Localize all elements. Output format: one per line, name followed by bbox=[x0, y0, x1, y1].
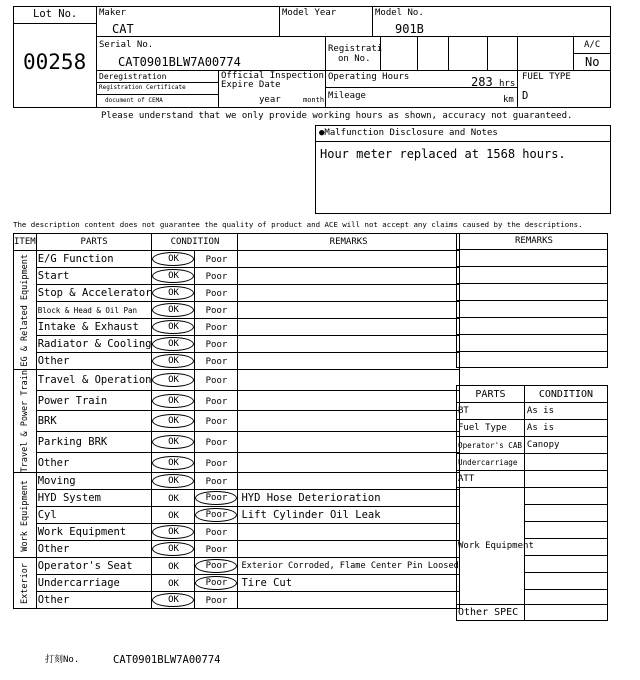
remark bbox=[238, 353, 459, 370]
cema-document-label: document of CEMA bbox=[105, 97, 163, 104]
right-condition-header: CONDITION bbox=[524, 386, 607, 403]
part-name: Other bbox=[36, 541, 152, 558]
group-label-text: Exterior bbox=[19, 562, 30, 604]
ok-circled: OK bbox=[152, 373, 194, 387]
right-parts-header: PARTS bbox=[457, 386, 525, 403]
table-row bbox=[14, 411, 460, 432]
ok-circled: OK bbox=[152, 456, 194, 470]
remark: HYD Hose Deterioration bbox=[238, 490, 459, 507]
group-label bbox=[14, 558, 37, 609]
poor-option: Poor bbox=[205, 323, 228, 333]
group-label bbox=[14, 370, 37, 473]
table-row bbox=[14, 251, 460, 268]
poor-option: Poor bbox=[205, 437, 228, 448]
condition-ok-cell bbox=[152, 558, 195, 575]
part-name: Other bbox=[36, 353, 152, 370]
col-item-header: ITEM bbox=[14, 234, 37, 251]
poor-option: Poor bbox=[205, 596, 228, 607]
condition-ok-cell bbox=[152, 432, 195, 453]
part-name: Work Equipment bbox=[36, 524, 152, 541]
condition-poor-cell bbox=[195, 524, 238, 541]
table-row bbox=[14, 558, 460, 575]
part-name: Other bbox=[36, 452, 152, 473]
poor-option: Poor bbox=[205, 458, 228, 469]
condition-poor-cell bbox=[195, 390, 238, 411]
table-row bbox=[14, 285, 460, 302]
right-remarks-label: REMARKS bbox=[515, 236, 553, 246]
operating-hours-value: 283 bbox=[471, 75, 493, 89]
condition-poor-cell bbox=[195, 285, 238, 302]
condition-ok-cell bbox=[152, 370, 195, 391]
ac-label: A/C bbox=[584, 40, 601, 50]
ok-circled: OK bbox=[152, 320, 194, 334]
condition-ok-cell bbox=[152, 541, 195, 558]
table-row bbox=[14, 302, 460, 319]
condition-poor-cell bbox=[195, 302, 238, 319]
hrs-label: hrs bbox=[499, 79, 516, 89]
ok-option: OK bbox=[168, 562, 179, 573]
condition-ok-cell bbox=[152, 251, 195, 268]
condition-ok-cell bbox=[152, 524, 195, 541]
ok-option: OK bbox=[168, 511, 179, 522]
remark bbox=[238, 336, 459, 353]
ok-circled: OK bbox=[152, 525, 194, 539]
condition-ok-cell bbox=[152, 592, 195, 609]
ok-circled: OK bbox=[152, 542, 194, 556]
condition-poor-cell bbox=[195, 490, 238, 507]
poor-option: Poor bbox=[205, 255, 228, 265]
table-row bbox=[14, 524, 460, 541]
group-label-text: Work Equipment bbox=[19, 479, 30, 552]
right-other-spec-label: Other SPEC bbox=[458, 607, 519, 618]
remark bbox=[238, 302, 459, 319]
right-part-condition bbox=[524, 454, 607, 471]
condition-poor-cell bbox=[195, 507, 238, 524]
table-row bbox=[14, 370, 460, 391]
registration-label-2: on No. bbox=[338, 54, 371, 64]
condition-ok-cell bbox=[152, 302, 195, 319]
poor-option: Poor bbox=[205, 528, 228, 539]
right-part-name: BT bbox=[457, 403, 525, 420]
remark bbox=[238, 390, 459, 411]
inspection-table bbox=[13, 233, 460, 609]
poor-option: Poor bbox=[205, 272, 228, 282]
malfunction-title: ●Malfunction Disclosure and Notes bbox=[319, 128, 498, 138]
part-name: Other bbox=[36, 592, 152, 609]
right-part-name: Fuel Type bbox=[457, 420, 525, 437]
ok-circled: OK bbox=[152, 286, 194, 300]
part-name: Undercarriage bbox=[36, 575, 152, 592]
remark: Tire Cut bbox=[238, 575, 459, 592]
remark: Lift Cylinder Oil Leak bbox=[238, 507, 459, 524]
right-part-name: Operator's CAB bbox=[457, 437, 525, 454]
month-label: month bbox=[303, 96, 325, 104]
right-part-condition: As is bbox=[524, 403, 607, 420]
right-part-name: ATT bbox=[457, 471, 525, 488]
right-part-condition: Canopy bbox=[524, 437, 607, 454]
col-condition-header: CONDITION bbox=[152, 234, 238, 251]
ac-value: No bbox=[585, 55, 600, 69]
col-parts-header: PARTS bbox=[36, 234, 152, 251]
deregistration-label: Deregistration bbox=[99, 72, 167, 81]
registration-certificate-label: Registration Certificate bbox=[99, 84, 186, 91]
part-name: BRK bbox=[36, 411, 152, 432]
right-part-name: Undercarriage bbox=[457, 454, 525, 471]
fuel-type-value: D bbox=[522, 90, 529, 102]
ok-circled: OK bbox=[152, 394, 194, 408]
ok-circled: OK bbox=[152, 354, 194, 368]
ok-circled: OK bbox=[152, 593, 194, 607]
poor-option: Poor bbox=[205, 306, 228, 316]
part-name: Moving bbox=[36, 473, 152, 490]
malfunction-box bbox=[315, 125, 611, 214]
part-name: Operator's Seat bbox=[36, 558, 152, 575]
maker-label: Maker bbox=[99, 8, 127, 18]
table-row bbox=[14, 353, 460, 370]
condition-poor-cell bbox=[195, 268, 238, 285]
condition-ok-cell bbox=[152, 507, 195, 524]
ok-circled: OK bbox=[152, 252, 194, 266]
remark bbox=[238, 370, 459, 391]
poor-option: Poor bbox=[205, 417, 228, 428]
condition-poor-cell bbox=[195, 411, 238, 432]
poor-option: Poor bbox=[205, 396, 228, 407]
poor-circled: Poor bbox=[195, 491, 237, 505]
condition-poor-cell bbox=[195, 541, 238, 558]
poor-circled: Poor bbox=[195, 576, 237, 590]
fuel-type-label: FUEL TYPE bbox=[522, 72, 571, 82]
serial-label: Serial No. bbox=[99, 40, 154, 50]
lot-label: Lot No. bbox=[33, 8, 78, 20]
lot-value: 00258 bbox=[23, 50, 87, 74]
table-row bbox=[14, 473, 460, 490]
part-name: E/G Function bbox=[36, 251, 152, 268]
ok-circled: OK bbox=[152, 303, 194, 317]
ok-circled: OK bbox=[152, 435, 194, 449]
condition-ok-cell bbox=[152, 285, 195, 302]
table-row bbox=[14, 541, 460, 558]
stamp-value: CAT0901BLW7A00774 bbox=[113, 654, 221, 666]
remark bbox=[238, 319, 459, 336]
condition-poor-cell bbox=[195, 558, 238, 575]
part-name: Travel & Operation bbox=[36, 370, 152, 391]
condition-ok-cell bbox=[152, 452, 195, 473]
remark bbox=[238, 524, 459, 541]
model-no-label: Model No. bbox=[375, 8, 424, 18]
poor-option: Poor bbox=[205, 477, 228, 488]
mileage-label: Mileage bbox=[328, 91, 366, 101]
remark bbox=[238, 473, 459, 490]
condition-ok-cell bbox=[152, 411, 195, 432]
table-row bbox=[14, 452, 460, 473]
part-name: Power Train bbox=[36, 390, 152, 411]
right-table-row bbox=[457, 454, 608, 471]
condition-ok-cell bbox=[152, 490, 195, 507]
hours-notice: Please understand that we only provide working hours as shown, accuracy not guaranteed. bbox=[101, 111, 573, 121]
poor-option: Poor bbox=[205, 289, 228, 299]
group-label bbox=[14, 251, 37, 370]
condition-ok-cell bbox=[152, 319, 195, 336]
table-row bbox=[14, 507, 460, 524]
remark bbox=[238, 285, 459, 302]
table-row bbox=[14, 390, 460, 411]
expire-date-label: Expire Date bbox=[221, 80, 281, 90]
disclaimer: The description content does not guarantee the quality of product and ACE will not accept any claims caused by the descriptions. bbox=[13, 220, 583, 229]
remark bbox=[238, 541, 459, 558]
part-name: Block & Head & Oil Pan bbox=[36, 302, 152, 319]
remark bbox=[238, 251, 459, 268]
part-name: Stop & Accelerator bbox=[36, 285, 152, 302]
table-row bbox=[14, 575, 460, 592]
model-no-value: 901B bbox=[395, 22, 424, 36]
malfunction-text: Hour meter replaced at 1568 hours. bbox=[320, 147, 566, 161]
condition-poor-cell bbox=[195, 473, 238, 490]
maker-value: CAT bbox=[112, 22, 134, 36]
part-name: Intake & Exhaust bbox=[36, 319, 152, 336]
condition-poor-cell bbox=[195, 370, 238, 391]
poor-option: Poor bbox=[205, 357, 228, 367]
condition-ok-cell bbox=[152, 575, 195, 592]
part-name: HYD System bbox=[36, 490, 152, 507]
table-row bbox=[14, 490, 460, 507]
km-label: km bbox=[503, 95, 514, 105]
model-year-label: Model Year bbox=[282, 8, 337, 18]
right-table-row bbox=[457, 403, 608, 420]
ok-option: OK bbox=[168, 494, 179, 505]
ok-circled: OK bbox=[152, 337, 194, 351]
poor-circled: Poor bbox=[195, 559, 237, 573]
right-work-equipment-label: Work Equipment bbox=[458, 541, 534, 551]
part-name: Start bbox=[36, 268, 152, 285]
right-part-condition: As is bbox=[524, 420, 607, 437]
condition-poor-cell bbox=[195, 251, 238, 268]
remark bbox=[238, 411, 459, 432]
remark bbox=[238, 268, 459, 285]
condition-poor-cell bbox=[195, 452, 238, 473]
condition-ok-cell bbox=[152, 353, 195, 370]
poor-option: Poor bbox=[205, 545, 228, 556]
col-remarks-header: REMARKS bbox=[238, 234, 459, 251]
stamp-label: 打刻No. bbox=[45, 655, 80, 665]
poor-option: Poor bbox=[205, 375, 228, 386]
operating-hours-label: Operating Hours bbox=[328, 72, 410, 82]
group-label bbox=[14, 473, 37, 558]
part-name: Parking BRK bbox=[36, 432, 152, 453]
part-name: Radiator & Cooling bbox=[36, 336, 152, 353]
condition-ok-cell bbox=[152, 473, 195, 490]
condition-poor-cell bbox=[195, 432, 238, 453]
remark bbox=[238, 592, 459, 609]
condition-poor-cell bbox=[195, 353, 238, 370]
condition-poor-cell bbox=[195, 592, 238, 609]
condition-ok-cell bbox=[152, 268, 195, 285]
table-row bbox=[14, 336, 460, 353]
poor-circled: Poor bbox=[195, 508, 237, 522]
condition-poor-cell bbox=[195, 319, 238, 336]
table-row bbox=[14, 319, 460, 336]
table-row bbox=[14, 592, 460, 609]
right-table-row bbox=[457, 420, 608, 437]
poor-option: Poor bbox=[205, 340, 228, 350]
remark: Exterior Corroded, Flame Center Pin Loosed bbox=[238, 558, 459, 575]
condition-poor-cell bbox=[195, 575, 238, 592]
condition-ok-cell bbox=[152, 390, 195, 411]
year-label: year bbox=[259, 95, 281, 105]
registration-label: Registrati bbox=[328, 44, 383, 54]
group-label-text: EG & Related Equipment bbox=[19, 253, 30, 367]
remark bbox=[238, 452, 459, 473]
serial-value: CAT0901BLW7A00774 bbox=[118, 55, 241, 69]
right-table-row bbox=[457, 437, 608, 454]
group-label-text: Travel & Power Train bbox=[19, 370, 30, 473]
ok-circled: OK bbox=[152, 414, 194, 428]
ok-circled: OK bbox=[152, 269, 194, 283]
table-row bbox=[14, 268, 460, 285]
condition-ok-cell bbox=[152, 336, 195, 353]
ok-circled: OK bbox=[152, 474, 194, 488]
table-row bbox=[14, 432, 460, 453]
condition-poor-cell bbox=[195, 336, 238, 353]
part-name: Cyl bbox=[36, 507, 152, 524]
ok-option: OK bbox=[168, 579, 179, 590]
remark bbox=[238, 432, 459, 453]
inspection-label: Official Inspection bbox=[221, 71, 324, 81]
